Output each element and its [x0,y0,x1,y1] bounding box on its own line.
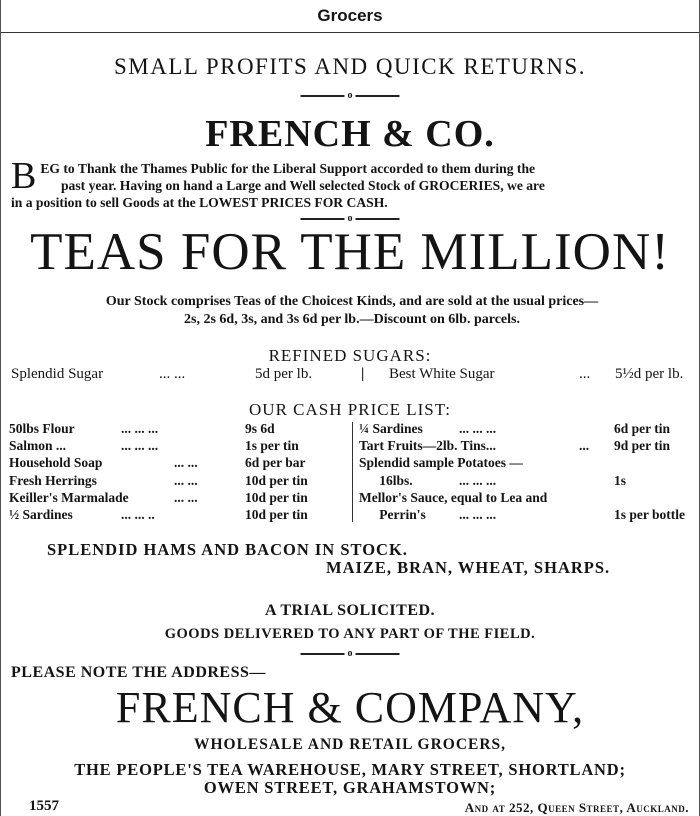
item-name: ¼ Sardines [359,421,423,436]
price-row [359,437,693,454]
sugar-item-right: Best White Sugar [389,366,495,382]
item-price: 6d per bar [245,455,306,471]
item-price: 1s [614,472,627,488]
item-price: 1s per tin [245,438,299,454]
item-price: 9d per tin [614,438,671,454]
stock-line-1: Our Stock comprises Teas of the Choicest Kinds, and are sold at the usual prices— [105,294,599,309]
warehouse-address: THE PEOPLE'S TEA WAREHOUSE, MARY STREET, SHORTLAND; [74,760,626,779]
item-name: Household Soap [9,455,103,471]
sugar-item-left: Splendid Sugar [11,366,104,382]
sugar-divider: | [361,366,365,382]
ornament-divider: o [301,648,400,659]
price-row [359,420,693,437]
headline: TEAS FOR THE MILLION! [30,223,670,281]
price-list-heading: OUR CASH PRICE LIST: [249,400,451,419]
leader-dots: ... [579,438,590,454]
drop-cap: B [11,155,37,197]
sugar-dots-right: ... [579,366,591,382]
price-row [9,437,349,454]
sugars-heading: REFINED SUGARS: [268,346,432,365]
address-note: PLEASE NOTE THE ADDRESS— [11,664,266,681]
leader-dots: ... ... ... [459,421,497,436]
item-name: 50lbs Flour [9,421,75,436]
stock-paragraph [11,293,693,329]
sugar-price-left: 5d per lb. [255,366,313,382]
auckland-address: And at 252, Queen Street, Auckland. [464,800,689,815]
price-row [359,454,693,471]
company-name: FRENCH & COMPANY, [115,683,585,732]
brand-title: FRENCH & CO. [205,113,495,155]
intro-line-3: in a position to sell Goods at the LOWEST PRICES FOR CASH. [11,195,388,210]
price-row [9,472,349,489]
price-row [9,420,349,437]
owen-street-address: OWEN STREET, GRAHAMSTOWN; [203,778,497,797]
item-name: Perrin's [359,506,426,522]
price-list-left [9,420,349,523]
item-price: 1s per bottle [614,506,685,522]
item-name: Mellor's Sauce, equal to Lea and [359,489,548,505]
intro-line-1: EG to Thank the Thames Public for the Liberal Support accorded to them during the [40,161,536,176]
maize-line: MAIZE, BRAN, WHEAT, SHARPS. [326,558,611,577]
item-price: 10d per tin [245,506,308,522]
item-price: 9s 6d [245,421,275,436]
price-row [359,489,693,506]
leader-dots: ... ... [174,489,198,505]
price-row [9,506,349,523]
price-row [9,454,349,471]
leader-dots: ... ... [174,472,198,488]
price-row [359,506,693,523]
leader-dots: ... ... ... [121,421,159,436]
leader-dots: ... ... .. [121,506,155,522]
price-row [359,472,693,489]
item-name: ½ Sardines [9,506,73,522]
hams-line: SPLENDID HAMS AND BACON IN STOCK. [47,540,408,559]
leader-dots: ... ... ... [459,472,497,488]
item-name: Salmon ... [9,438,67,454]
column-divider [352,422,353,522]
intro-line-2: past year. Having on hand a Large and Well selected Stock of GROCERIES, we are [61,178,545,193]
item-price: 10d per tin [245,472,308,488]
price-row [9,489,349,506]
item-name: 16lbs. [359,472,413,488]
wholesale-line: WHOLESALE AND RETAIL GROCERS, [193,736,507,753]
leader-dots: ... ... ... [121,438,159,454]
header-rule [1,32,699,33]
stock-line-2: 2s, 2s 6d, 3s, and 3s 6d per lb.—Discount on 6lb. parcels. [184,312,520,327]
sugar-price-right: 5½d per lb. [615,366,684,382]
trial-line: A TRIAL SOLICITED. [264,602,436,619]
leader-dots: ... ... [174,455,198,471]
section-header: Grocers [317,6,383,25]
item-price: 10d per tin [245,489,308,505]
ad-number: 1557 [29,798,59,814]
slogan: SMALL PROFITS AND QUICK RETURNS. [113,54,587,79]
delivery-line: GOODS DELIVERED TO ANY PART OF THE FIELD. [164,626,536,642]
ornament-divider: o [301,90,400,101]
item-name: Keiller's Marmalade [9,489,129,505]
leader-dots: ... ... ... [459,506,497,522]
item-price: 6d per tin [614,421,671,436]
intro-paragraph [11,155,693,211]
item-name: Fresh Herrings [9,472,97,488]
item-name: Splendid sample Potatoes — [359,455,523,471]
item-name: Tart Fruits—2lb. Tins... [359,438,497,454]
price-list-right [359,420,693,523]
ornament-divider: o [301,213,400,224]
sugar-dots-left: ... ... [159,366,186,382]
